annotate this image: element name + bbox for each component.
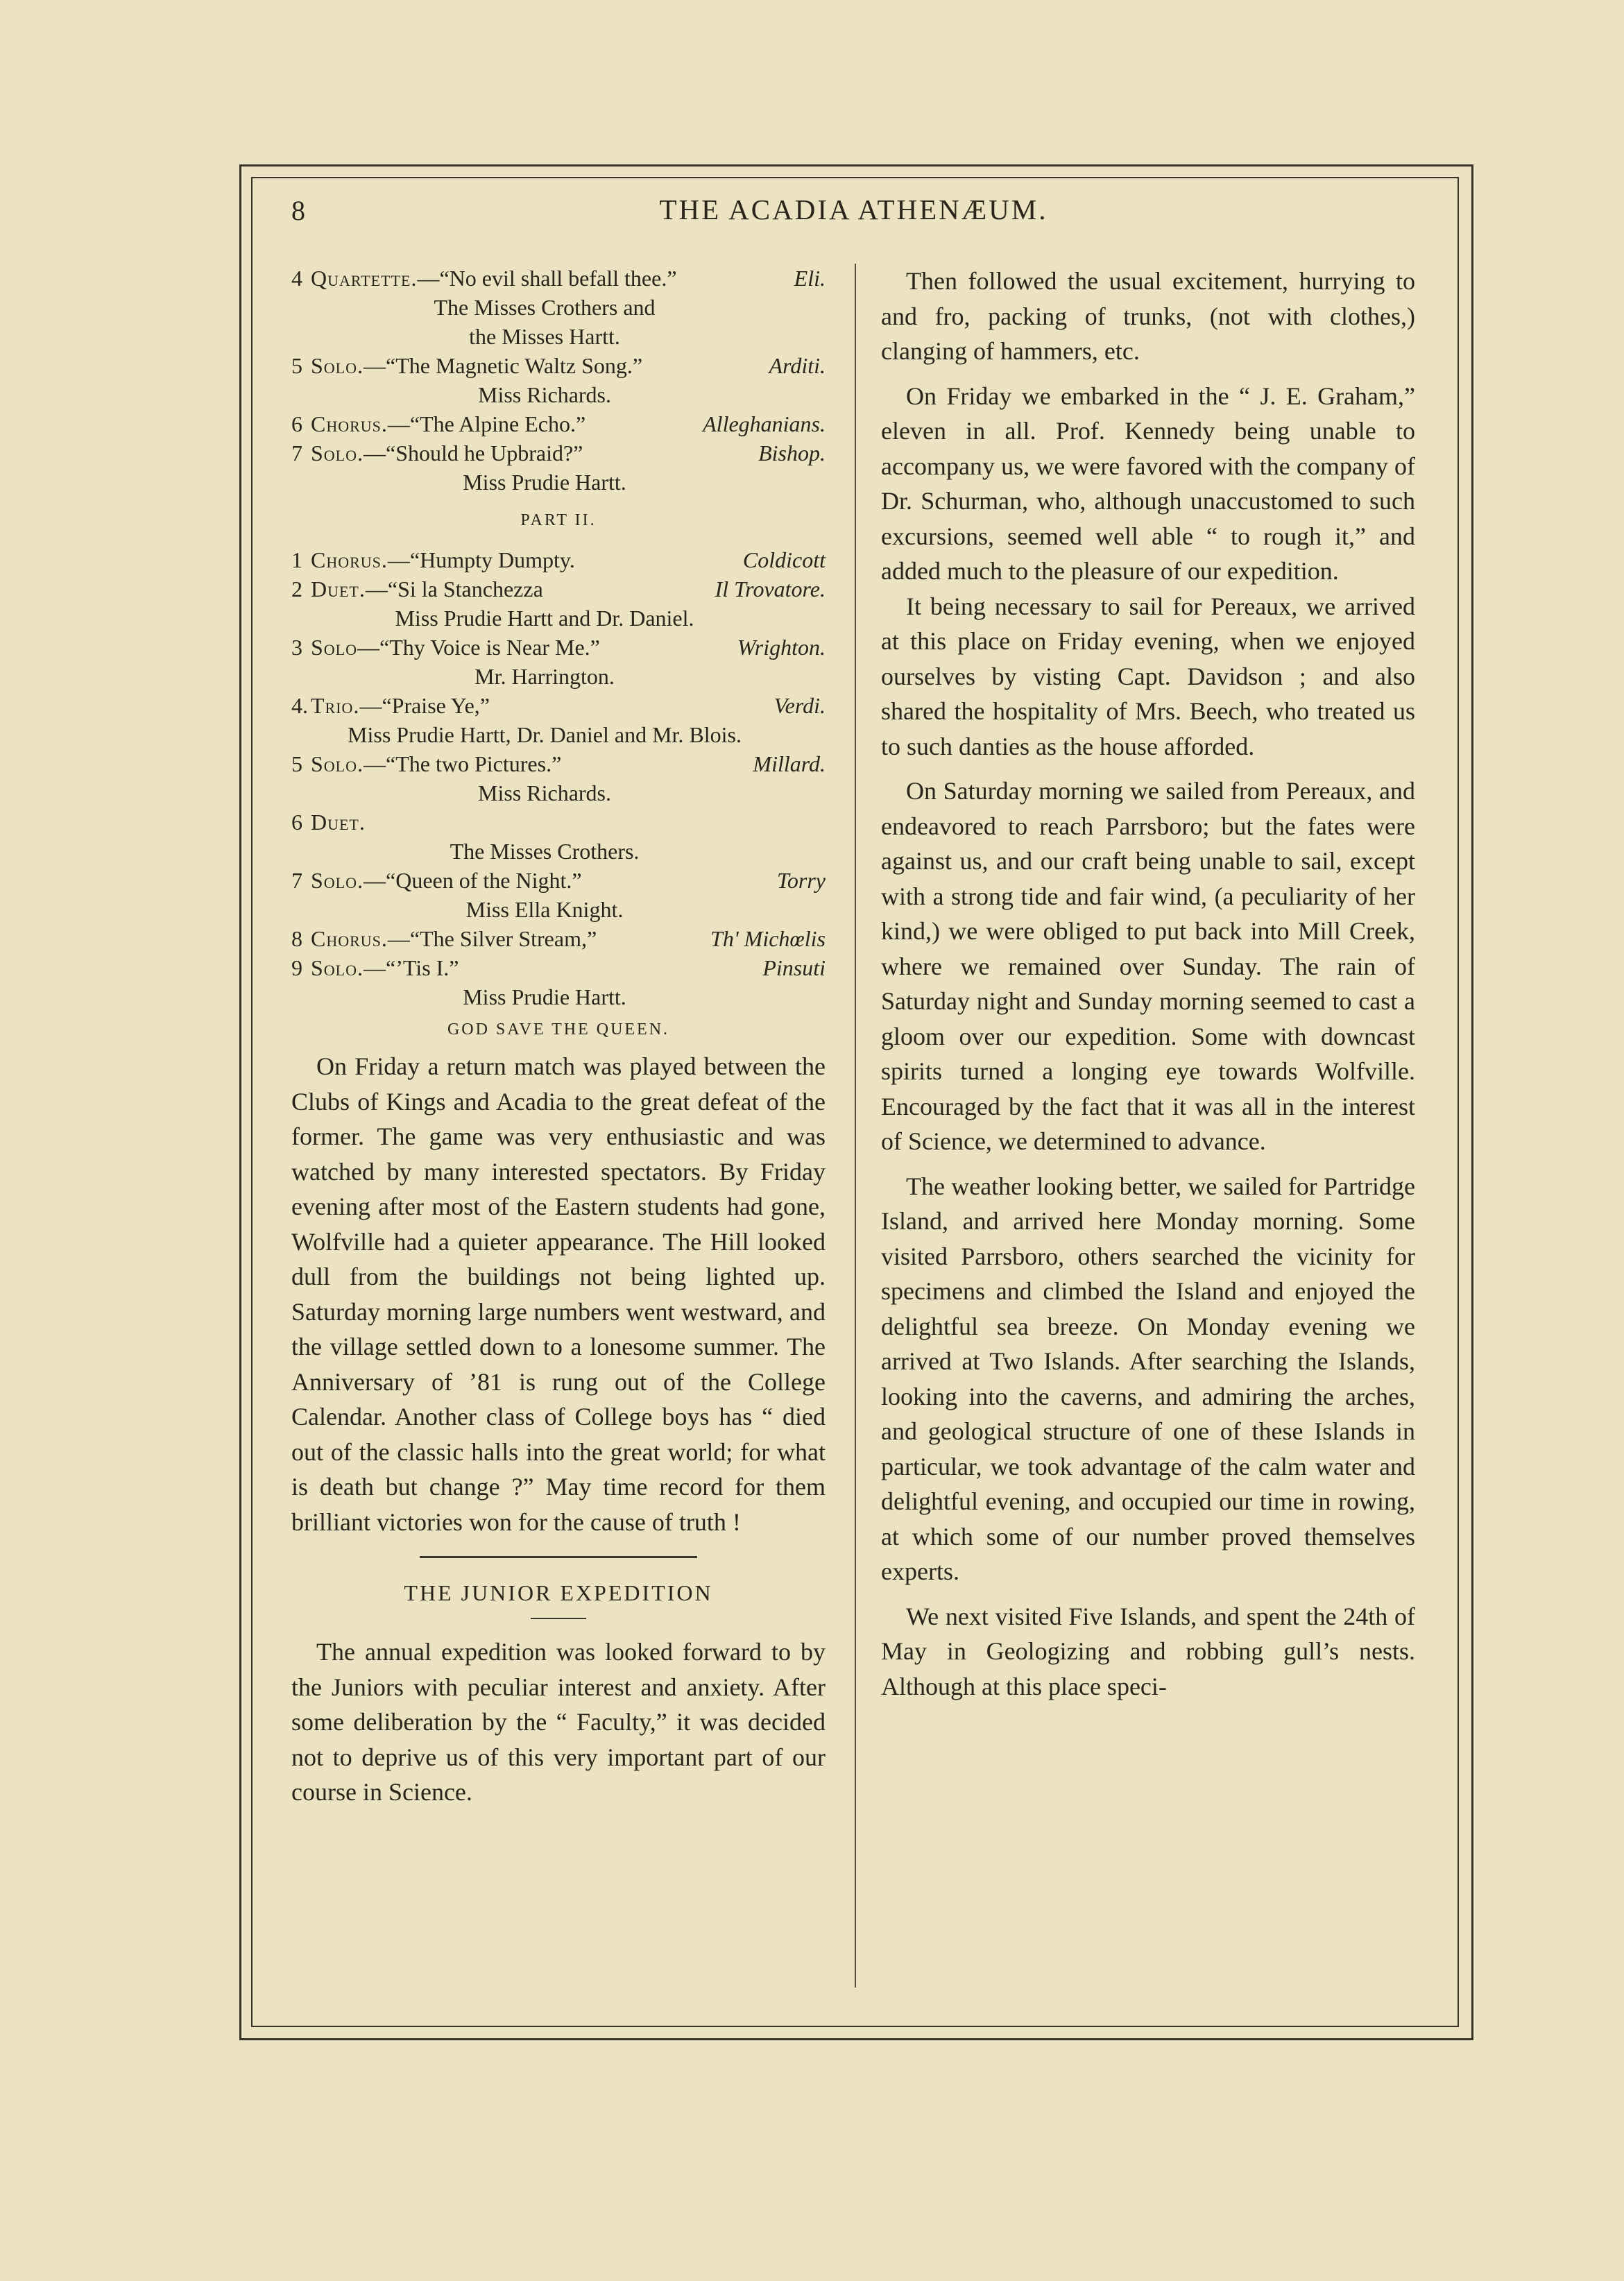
program-line-left	[291, 808, 366, 837]
program-item-performer: The Misses Crothers.	[450, 839, 640, 864]
program-item-performer: Mr. Harrington.	[475, 664, 615, 689]
program-line-left	[291, 924, 597, 953]
article-paragraph: On Saturday morning we sailed from Pereaux, and endeavored to reach Parrsboro; but the fates were against us, and our craft being unable to sail, except with a strong tide and fair wind, (a peculiarity of her kind,) we were obliged to put back into Mill Creek, where we remained over Sunday. The rain of Saturday night and Sunday morning seemed to cast a gloom over our expedition. Some with downcast spirits turned a longing eye towards Wolfville. Encouraged by the fact that it was all in the interest of Science, we determined to advance.	[881, 777, 1415, 1155]
program-item-title: —“The Magnetic Waltz Song.”	[364, 353, 643, 378]
program-item	[291, 264, 826, 351]
program-item	[291, 953, 826, 1011]
program-item-composer: Wrighton.	[737, 635, 826, 660]
program-item-performer: Miss Prudie Hartt, Dr. Daniel and Mr. Blois.	[348, 722, 742, 747]
program-item-type: Duet.	[311, 576, 366, 601]
program-item-performer: Miss Richards.	[478, 382, 611, 407]
program-item-type: Chorus.	[311, 926, 388, 951]
left-column	[291, 264, 826, 1810]
section-divider	[420, 1556, 697, 1558]
page-number: 8	[291, 195, 305, 226]
program-item-composer: Torry	[777, 868, 826, 893]
program-item-type: Solo.	[311, 955, 364, 980]
program-closing: GOD SAVE THE QUEEN.	[447, 1020, 670, 1039]
program-item-number: 7	[291, 868, 302, 893]
article-paragraph: On Friday we embarked in the “ J. E. Graham,” eleven in all. Prof. Kennedy being unable to accompany us, we were favored with the company of Dr. Schurman, who, although unaccustomed to such excursions, seemed well able “ to rough it,” and added much to the pleasure of our expedition.	[881, 382, 1415, 585]
program-line	[291, 691, 826, 720]
program-item-type: Trio.	[311, 693, 360, 718]
section-title: THE JUNIOR EXPEDITION	[404, 1580, 713, 1605]
program-item-performer: Miss Richards.	[478, 780, 611, 805]
program-item-composer: Millard.	[753, 751, 826, 776]
concert-program	[291, 264, 826, 1043]
article-paragraph: Then followed the usual excitement, hurrying to and fro, packing of trunks, (not with clothes,) clanging of hammers, etc.	[881, 267, 1415, 365]
program-line-left	[291, 438, 583, 468]
running-head-title: THE ACADIA ATHENÆUM.	[659, 194, 1048, 225]
program-item-number: 6	[291, 810, 302, 835]
program-item-number: 7	[291, 441, 302, 465]
program-item-performer: Miss Prudie Hartt.	[463, 470, 626, 495]
article-paragraph: On Friday a return match was played between the Clubs of Kings and Acadia to the great defeat of the former. The game was very enthusiastic and was watched by many interested spectators. By Friday evening after most of the Eastern students had gone, Wolfville had a quieter appearance. The Hill looked dull from the buildings not being lighted up. Saturday morning large numbers went westward, and the village settled down to a lonesome summer. The Anniversary of ’81 is rung out of the College Calendar. Another class of College boys has “ died out of the classic halls into the great world; for what is death but change ?” May time record for them brilliant victories won for the cause of truth !	[291, 1052, 826, 1536]
program-line	[291, 633, 826, 662]
program-item-composer: Coldicott	[742, 547, 826, 572]
program-item-number: 5	[291, 751, 302, 776]
program-item	[291, 351, 826, 409]
program-line	[291, 351, 826, 380]
program-line	[291, 953, 826, 982]
program-line-left	[291, 545, 575, 574]
program-item-composer: Bishop.	[758, 441, 826, 465]
program-item-number: 6	[291, 411, 302, 436]
program-line-left	[291, 953, 459, 982]
column-divider	[855, 264, 856, 1988]
program-item-number: 4	[291, 266, 302, 291]
program-line-left	[291, 264, 677, 293]
article-paragraph: We next visited Five Islands, and spent the 24th of May in Geologizing and robbing gull’s nests. Although at this place speci-	[881, 1602, 1415, 1700]
program-part-2	[291, 545, 826, 1011]
program-item-performer: Miss Prudie Hartt and Dr. Daniel.	[395, 606, 694, 631]
program-item-type: Solo.	[311, 441, 364, 465]
program-item-number: 1	[291, 547, 302, 572]
program-item-type: Solo	[311, 635, 358, 660]
program-item-performer: The Misses Crothers and	[434, 295, 656, 320]
program-item	[291, 574, 826, 633]
program-item-number: 8	[291, 926, 302, 951]
article-paragraph: The weather looking better, we sailed for Partridge Island, and arrived here Monday morning. Some visited Parrsboro, others searched the vicinity for specimens and climbed the Island and enjoyed the delightful sea breeze. On Monday evening we arrived at Two Islands. After searching the Islands, looking into the caverns, and admiring the arches, and geological structure of one of these Islands in particular, we took advantage of the calm water and delightful evening, and occupied our time in rowing, at which some of our number proved themselves experts.	[881, 1172, 1415, 1585]
program-item-composer: Verdi.	[773, 693, 826, 718]
program-item-composer: Arditi.	[769, 353, 826, 378]
program-item-type: Chorus.	[311, 547, 388, 572]
program-item-title: —“The Silver Stream,”	[387, 926, 597, 951]
program-line-left	[291, 691, 490, 720]
program-item-number: 9	[291, 955, 302, 980]
program-item	[291, 409, 826, 438]
program-item-performer: the Misses Hartt.	[469, 324, 620, 349]
program-item-performer: Miss Ella Knight.	[465, 897, 624, 922]
program-item	[291, 545, 826, 574]
program-item-title: —“No evil shall befall thee.”	[417, 266, 677, 291]
program-item-title: —“Praise Ye,”	[359, 693, 490, 718]
program-line-left	[291, 409, 586, 438]
program-line-left	[291, 633, 600, 662]
program-item-number: 2	[291, 576, 302, 601]
right-column	[881, 264, 1415, 1704]
program-item-composer: Pinsuti	[762, 955, 826, 980]
program-item	[291, 808, 826, 866]
program-item	[291, 691, 826, 749]
part-2-heading: PART II.	[520, 511, 597, 529]
program-line	[291, 574, 826, 604]
program-item-number: 3	[291, 635, 302, 660]
program-item	[291, 866, 826, 924]
article-paragraph: The annual expedition was looked forward to by the Juniors with peculiar interest and anxiety. After some deliberation by the “ Faculty,” it was decided not to deprive us of this very important part of our course in Science.	[291, 1638, 826, 1806]
program-item-number: 5	[291, 353, 302, 378]
program-item	[291, 633, 826, 691]
program-item-title: —“The two Pictures.”	[364, 751, 562, 776]
program-item-composer: Il Trovatore.	[715, 576, 826, 601]
program-line	[291, 545, 826, 574]
program-line	[291, 264, 826, 293]
program-line	[291, 866, 826, 895]
program-item-type: Solo.	[311, 353, 364, 378]
program-line	[291, 808, 826, 837]
program-line-left	[291, 866, 582, 895]
program-line-left	[291, 749, 561, 778]
article-paragraph: It being necessary to sail for Pereaux, we arrived at this place on Friday evening, when we enjoyed ourselves by visting Capt. Davidson ; and also shared the hospitality of Mrs. Beech, who treated us to such danties as the house afforded.	[881, 592, 1415, 760]
program-line-left	[291, 574, 543, 604]
program-item-title: —“’Tis I.”	[364, 955, 459, 980]
program-line	[291, 409, 826, 438]
program-item	[291, 749, 826, 808]
program-item-type: Chorus.	[311, 411, 388, 436]
program-item-type: Solo.	[311, 751, 364, 776]
program-item-title: —“Si la Stanchezza	[365, 576, 543, 601]
program-item-type: Solo.	[311, 868, 364, 893]
program-item-composer: Alleghanians.	[703, 411, 826, 436]
program-item-title: —“Thy Voice is Near Me.”	[357, 635, 600, 660]
program-item	[291, 438, 826, 497]
program-item-type: Quartette.	[311, 266, 418, 291]
program-item	[291, 924, 826, 953]
program-item-title: —“Humpty Dumpty.	[387, 547, 575, 572]
program-item-composer: Eli.	[794, 266, 826, 291]
program-item-type: Duet.	[311, 810, 366, 835]
program-part-1	[291, 264, 826, 497]
program-item-performer: Miss Prudie Hartt.	[463, 984, 626, 1009]
program-item-composer: Th' Michœlis	[710, 926, 826, 951]
program-item-number: 4.	[291, 693, 308, 718]
program-item-title: —“Should he Upbraid?”	[364, 441, 583, 465]
program-line-left	[291, 351, 642, 380]
section-title-underline	[531, 1618, 586, 1619]
program-line	[291, 924, 826, 953]
program-line	[291, 438, 826, 468]
program-line	[291, 749, 826, 778]
program-item-title: —“Queen of the Night.”	[364, 868, 582, 893]
program-item-title: —“The Alpine Echo.”	[387, 411, 586, 436]
